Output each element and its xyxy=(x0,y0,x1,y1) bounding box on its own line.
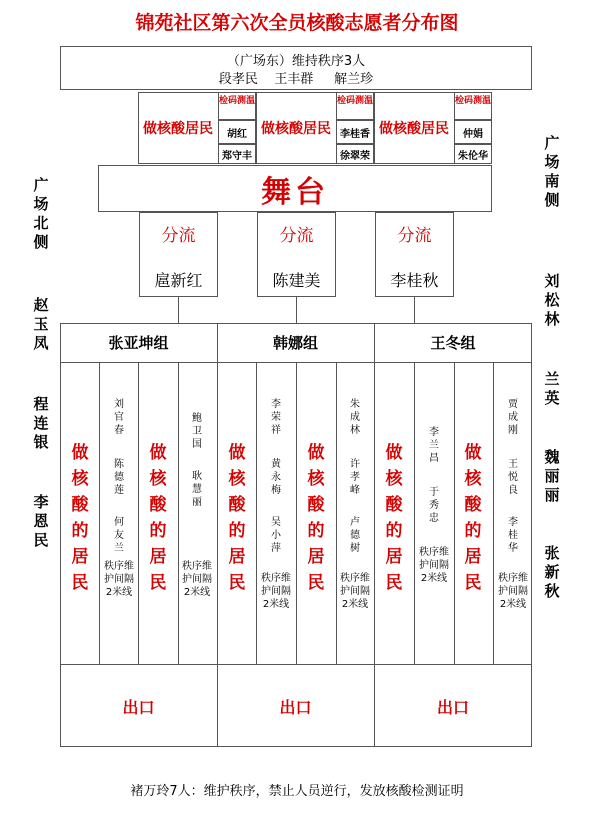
station-2-code-check xyxy=(336,92,374,120)
group-3-volunteer-5: 王悦良 xyxy=(508,459,518,496)
stage xyxy=(98,165,492,212)
order-keepers-east-title: （广场东）维持秩序3人 xyxy=(226,54,366,69)
group-2-resident-lane-1: 做核酸的居民 xyxy=(228,443,246,593)
left-volunteer-3: 李恩民 xyxy=(33,493,49,549)
station-2-staff-2-name: 徐翠荣 xyxy=(340,150,370,162)
left-volunteer-2: 程连银 xyxy=(33,395,49,451)
branch-2 xyxy=(257,212,336,297)
station-2-resident-label: 做核酸居民 xyxy=(261,121,331,137)
order-keepers-east-names: 段孝民 王丰群 解兰珍 xyxy=(218,72,374,87)
stage-label: 舞台 xyxy=(261,174,329,210)
group-2-volunteer-2: 黄永梅 xyxy=(271,459,281,496)
station-1-staff-2-name: 郑守丰 xyxy=(222,150,252,162)
branch-2-name: 陈建美 xyxy=(272,271,321,290)
station-2-code-label: 检码测温 xyxy=(337,96,374,106)
left-volunteer-1: 赵玉凤 xyxy=(33,296,49,352)
branch-1 xyxy=(139,212,218,297)
group-3-volunteer-2: 于秀忠 xyxy=(429,487,439,524)
group-3-note-a: 秩序维护间隔2米线 xyxy=(419,547,449,584)
group-1-volunteer-5: 耿慧丽 xyxy=(192,471,202,508)
station-2-staff-1 xyxy=(336,120,374,144)
group-1-volunteer-4: 鲍卫国 xyxy=(192,413,202,450)
station-3-resident-label: 做核酸居民 xyxy=(379,121,449,137)
station-1-resident-zone xyxy=(138,92,218,164)
group-1-volunteer-2: 陈德莲 xyxy=(114,459,124,496)
right-volunteer-2: 兰英 xyxy=(544,370,560,407)
group-1-volunteer-1: 刘官春 xyxy=(114,399,124,436)
group-1-note-a: 秩序维护间隔2米线 xyxy=(104,561,134,598)
branch-3-label: 分流 xyxy=(397,226,432,246)
group-1-resident-lane-2: 做核酸的居民 xyxy=(149,443,167,593)
station-3-staff-2-name: 朱伦华 xyxy=(458,150,488,162)
right-volunteer-1: 刘松林 xyxy=(544,272,560,328)
group-3-note-b: 秩序维护间隔2米线 xyxy=(498,573,528,610)
right-volunteer-3: 魏丽丽 xyxy=(544,448,560,504)
group-3-resident-lane-2: 做核酸的居民 xyxy=(464,443,482,593)
station-1-code-label: 检码测温 xyxy=(219,96,256,106)
station-3-staff-1-name: 仲娟 xyxy=(463,128,483,140)
side-label-north: 广场北侧 xyxy=(33,176,49,251)
side-label-south: 广场南侧 xyxy=(544,134,560,209)
branch-3 xyxy=(375,212,454,297)
group-1-name: 张亚坤组 xyxy=(108,334,169,352)
station-3-code-label: 检码测温 xyxy=(455,96,492,106)
footer-note: 褚万玲7人：维护秩序，禁止人员逆行，发放核酸检测证明 xyxy=(130,784,464,799)
group-3-exit: 出口 xyxy=(436,697,469,717)
station-3-staff-2 xyxy=(454,144,492,164)
group-2-name: 韩娜组 xyxy=(272,334,318,352)
group-2-volunteer-5: 许孝峰 xyxy=(350,459,360,496)
station-2-resident-zone xyxy=(256,92,336,164)
station-1-staff-1 xyxy=(218,120,256,144)
station-1-resident-label: 做核酸居民 xyxy=(143,121,213,137)
station-3-code-check xyxy=(454,92,492,120)
station-1-staff-2 xyxy=(218,144,256,164)
branch-1-name: 扈新红 xyxy=(154,271,203,290)
branch-2-label: 分流 xyxy=(279,226,314,246)
right-volunteer-4: 张新秋 xyxy=(544,544,560,600)
group-1-note-b: 秩序维护间隔2米线 xyxy=(182,561,212,598)
group-2-volunteer-1: 李荣祥 xyxy=(271,399,281,436)
group-1-resident-lane-1: 做核酸的居民 xyxy=(71,443,89,593)
group-3-volunteer-1: 李兰昌 xyxy=(429,427,439,464)
station-1-code-check xyxy=(218,92,256,120)
group-2-volunteer-3: 吴小萍 xyxy=(271,517,281,554)
group-1-exit: 出口 xyxy=(122,697,155,717)
group-2-volunteer-6: 卢德树 xyxy=(350,517,360,554)
branch-3-name: 李桂秋 xyxy=(390,271,439,290)
station-1-staff-1-name: 胡红 xyxy=(227,128,247,140)
group-1-volunteer-3: 何友兰 xyxy=(114,517,124,554)
group-3-resident-lane-1: 做核酸的居民 xyxy=(385,443,403,593)
group-3-volunteer-6: 李桂华 xyxy=(508,517,518,554)
station-2-staff-1-name: 李桂香 xyxy=(340,128,370,140)
group-2-exit: 出口 xyxy=(279,697,312,717)
group-3-name: 王冬组 xyxy=(430,334,476,352)
station-2-staff-2 xyxy=(336,144,374,164)
branch-1-label: 分流 xyxy=(161,226,196,246)
station-3-resident-zone xyxy=(374,92,454,164)
group-3-volunteer-4: 贾成刚 xyxy=(508,399,518,436)
group-2-resident-lane-2: 做核酸的居民 xyxy=(307,443,325,593)
group-2-note-a: 秩序维护间隔2米线 xyxy=(261,573,291,610)
page-title: 锦苑社区第六次全员核酸志愿者分布图 xyxy=(135,12,459,34)
order-keepers-east-box xyxy=(60,46,532,90)
group-2-note-b: 秩序维护间隔2米线 xyxy=(340,573,370,610)
group-2-volunteer-4: 朱成林 xyxy=(350,399,360,436)
station-3-staff-1 xyxy=(454,120,492,144)
